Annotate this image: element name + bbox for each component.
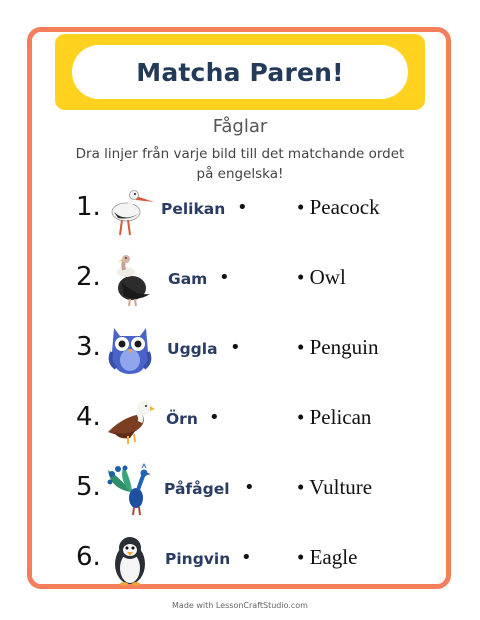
english-word[interactable] [297, 475, 372, 500]
eagle-icon [104, 392, 156, 448]
row-number: 3. [76, 332, 101, 362]
english-word[interactable] [297, 265, 346, 290]
left-bullet[interactable]: • [230, 337, 241, 358]
owl-icon [104, 322, 156, 378]
right-bullet: • [297, 335, 305, 359]
english-word[interactable] [297, 195, 380, 220]
english-label: Peacock [309, 195, 380, 219]
match-row-4 [0, 392, 480, 452]
left-bullet[interactable]: • [237, 197, 248, 218]
instructions: Dra linjer från varje bild till det matchande ordet på engelska! [75, 146, 405, 182]
subtitle: Fåglar [212, 116, 268, 137]
row-number: 4. [76, 402, 101, 432]
right-bullet: • [297, 265, 305, 289]
left-bullet[interactable]: • [241, 547, 252, 568]
english-label: Pelican [309, 405, 372, 429]
row-number: 5. [76, 472, 101, 502]
match-row-5 [0, 462, 480, 522]
swedish-word: Påfågel [164, 480, 230, 498]
swedish-word: Gam [168, 270, 208, 288]
swedish-word: Örn [166, 410, 198, 428]
stork-icon [104, 182, 156, 238]
right-bullet: • [297, 195, 305, 219]
row-number: 1. [76, 192, 101, 222]
left-bullet[interactable]: • [209, 407, 220, 428]
english-word[interactable] [297, 545, 357, 570]
english-word[interactable] [297, 405, 371, 430]
row-number: 6. [76, 542, 101, 572]
row-number: 2. [76, 262, 101, 292]
swedish-word: Pingvin [165, 550, 231, 568]
match-row-6 [0, 532, 480, 592]
left-bullet[interactable]: • [219, 267, 230, 288]
page-title: Matcha Paren! [136, 57, 344, 87]
right-bullet: • [297, 475, 305, 499]
right-bullet: • [297, 405, 305, 429]
penguin-icon [104, 532, 156, 588]
match-row-2 [0, 252, 480, 312]
footer-credit: Made with LessonCraftStudio.com [172, 601, 308, 610]
english-label: Penguin [309, 335, 379, 359]
left-bullet[interactable]: • [244, 477, 255, 498]
match-row-3 [0, 322, 480, 382]
swedish-word: Pelikan [161, 200, 226, 218]
match-row-1 [0, 182, 480, 242]
title-pill [72, 45, 408, 99]
english-word[interactable] [297, 335, 378, 360]
english-label: Eagle [309, 545, 358, 569]
vulture-icon [104, 252, 156, 308]
right-bullet: • [297, 545, 305, 569]
swedish-word: Uggla [167, 340, 218, 358]
english-label: Vulture [309, 475, 373, 499]
english-label: Owl [309, 265, 346, 289]
peacock-icon [104, 462, 156, 518]
